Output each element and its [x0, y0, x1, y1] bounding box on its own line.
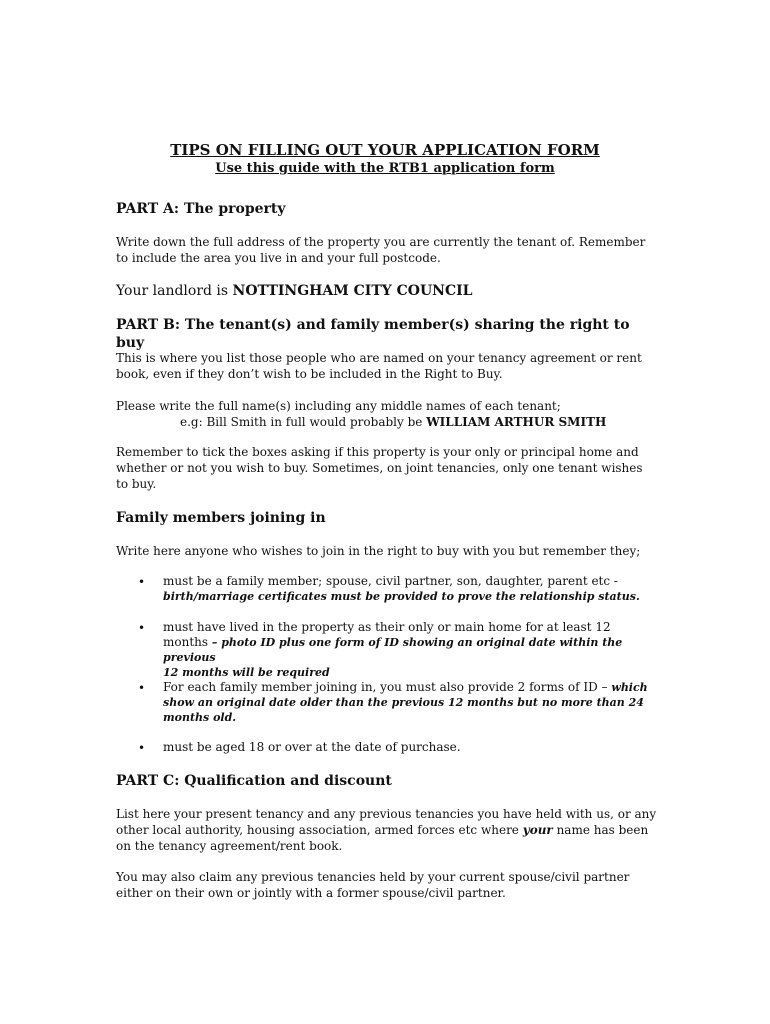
emphasis-text: – photo ID plus one form of ID showing an original date within the previous	[163, 636, 623, 664]
list-item	[163, 740, 663, 755]
bullet-icon: •	[138, 575, 146, 589]
emphasis-text: 12 months will be required	[163, 666, 330, 679]
family-intro: Write here anyone who wishes to join in the right to buy with you but remember they;	[116, 544, 641, 558]
part-c-heading: PART C: Qualification and discount	[116, 773, 392, 789]
landlord-line	[116, 282, 661, 300]
emphasis-text: show an original date older than the previous 12 months but no more than 24	[163, 696, 644, 709]
landlord-prefix: Your landlord is	[116, 283, 233, 299]
list-item	[163, 574, 663, 604]
text-line: book, even if they don’t wish to be included in the Right to Buy.	[116, 367, 503, 381]
text-line: This is where you list those people who are named on your tenancy agreement or rent	[116, 351, 642, 365]
text-line: to include the area you live in and your full postcode.	[116, 251, 441, 265]
text-span: months	[163, 635, 212, 649]
text-line: whether or not you wish to buy. Sometimes, on joint tenancies, only one tenant wishes	[116, 461, 643, 475]
text-line: on the tenancy agreement/rent book.	[116, 839, 343, 853]
part-c-paragraph-2	[116, 869, 661, 901]
part-b-paragraph-2	[116, 398, 661, 430]
part-c-paragraph-1	[116, 806, 661, 854]
text-line: to buy.	[116, 477, 157, 491]
example-line	[116, 414, 661, 430]
page-title: TIPS ON FILLING OUT YOUR APPLICATION FORM	[170, 141, 600, 159]
page-subtitle: Use this guide with the RTB1 application form	[215, 161, 555, 176]
bullet-icon: •	[138, 621, 146, 635]
text-line	[163, 589, 663, 604]
list-item	[163, 680, 663, 725]
part-b-paragraph-3	[116, 444, 661, 492]
bullet-icon: •	[138, 741, 146, 755]
example-prefix: e.g: Bill Smith in full would probably be	[180, 415, 427, 429]
text-span: For each family member joining in, you must also provide 2 forms of ID –	[163, 680, 612, 694]
bullet-icon: •	[138, 681, 146, 695]
text-line: You may also claim any previous tenancies held by your current spouse/civil partner	[116, 870, 630, 884]
text-span: other local authority, housing association, armed forces etc where	[116, 823, 523, 837]
text-line: must be aged 18 or over at the date of purchase.	[163, 740, 461, 754]
text-line	[163, 665, 663, 680]
text-line: must have lived in the property as their only or main home for at least 12	[163, 620, 611, 634]
text-line	[163, 635, 663, 665]
text-line: Write down the full address of the property you are currently the tenant of. Remember	[116, 235, 646, 249]
text-line	[163, 710, 663, 725]
part-a-heading: PART A: The property	[116, 201, 286, 217]
text-line: must be a family member; spouse, civil partner, son, daughter, parent etc -	[163, 574, 618, 588]
text-line	[163, 680, 663, 695]
part-a-paragraph	[116, 234, 661, 266]
part-b-paragraph-1	[116, 350, 661, 382]
part-b-heading: PART B: The tenant(s) and family member(s) sharing the right to buy	[116, 317, 630, 351]
text-line: Please write the full name(s) including any middle names of each tenant;	[116, 399, 561, 413]
text-line: List here your present tenancy and any previous tenancies you have held with us, or any	[116, 807, 657, 821]
list-item	[163, 620, 663, 680]
text-line: either on their own or jointly with a former spouse/civil partner.	[116, 886, 506, 900]
emphasis-text: birth/marriage certificates must be provided to prove the relationship status.	[163, 590, 640, 603]
emphasis-text: which	[611, 681, 648, 694]
emphasis-text: your	[522, 823, 553, 837]
landlord-name: NOTTINGHAM CITY COUNCIL	[232, 283, 473, 299]
emphasis-text: months old.	[163, 711, 237, 724]
text-span: name has been	[552, 823, 649, 837]
example-name: WILLIAM ARTHUR SMITH	[426, 415, 607, 429]
text-line	[116, 822, 661, 838]
text-line	[163, 695, 663, 710]
family-heading: Family members joining in	[116, 510, 326, 526]
text-line: Remember to tick the boxes asking if this property is your only or principal home and	[116, 445, 639, 459]
